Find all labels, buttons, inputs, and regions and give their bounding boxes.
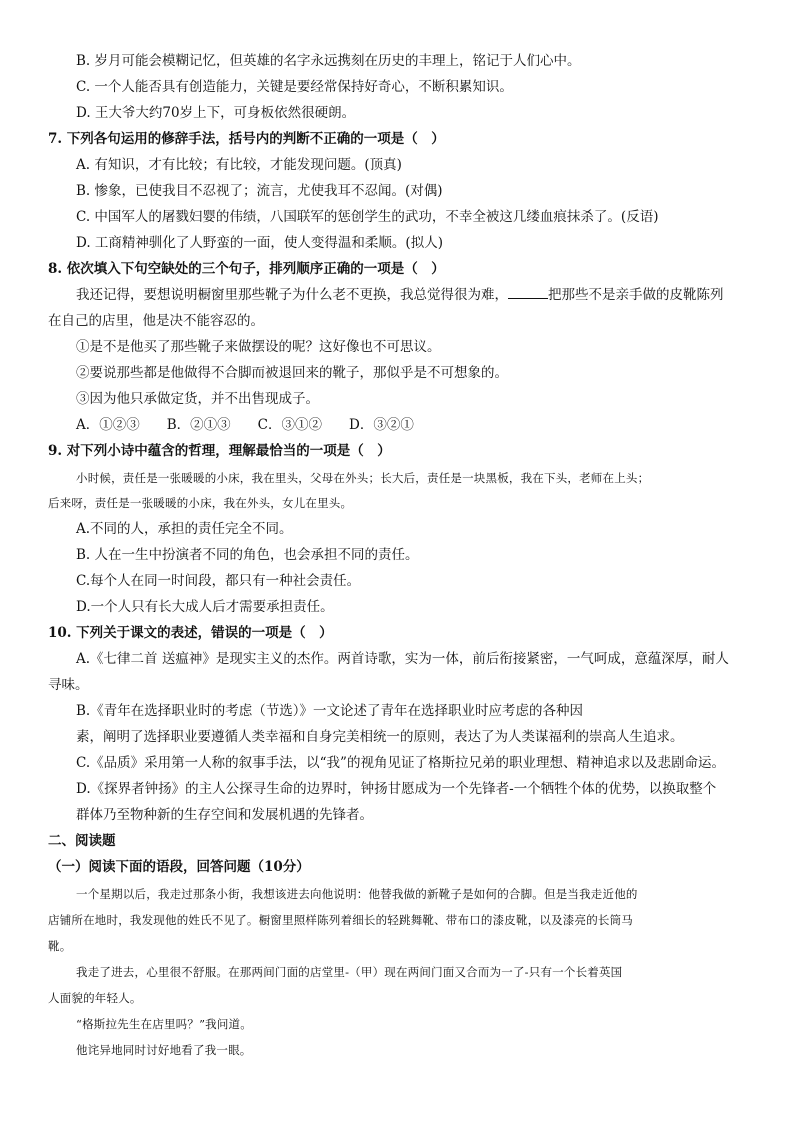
q8-options: A．①②③ B．②①③ C．③①② D．③②① <box>76 417 414 433</box>
q10-option-b-line1: B.《青年在选择职业时的考虑（节选）》一文论述了青年在选择职业时应考虑的各种因 <box>76 703 583 719</box>
q6-option-d: D. 王大爷大约70岁上下，可身板依然很硬朗。 <box>76 105 356 121</box>
q10-option-d-line1: D.《探界者钟扬》的主人公探寻生命的边界时，钟扬甘愿成为一个先锋者-一个牺牲个体的优势，以换取整个 <box>76 781 717 797</box>
reading-p1-line2: 店铺所在地时，我发现他的姓氏不见了。橱窗里照样陈列着细长的轻跳舞靴、带布口的漆皮靴，以及漆亮的长筒马 <box>48 913 633 927</box>
q6-option-c: C. 一个人能否具有创造能力，关键是要经常保持好奇心，不断积累知识。 <box>76 79 513 95</box>
q10-option-a-line2: 寻味。 <box>48 677 89 693</box>
q8-sentence-2: ②要说那些都是他做得不合脚而被退回来的靴子，那似乎是不可想象的。 <box>76 365 508 381</box>
q8-stem: 8. 依次填入下句空缺处的三个句子，排列顺序正确的一项是（ ） <box>48 261 445 277</box>
reading-p1-line1: 一个星期以后，我走过那条小街，我想该进去向他说明：他替我做的新靴子是如何的合脚。但是当我走近他的 <box>76 887 638 901</box>
fill-blank <box>508 286 548 299</box>
q9-option-d: D.一个人只有长大成人后才需要承担责任。 <box>76 599 334 615</box>
q10-stem: 10. 下列关于课文的表述，错误的一项是（ ） <box>48 625 333 641</box>
q9-option-c: C.每个人在同一时间段，都只有一种社会责任。 <box>76 573 361 589</box>
reading-p2-line1: 我走了进去，心里很不舒服。在那两间门面的店堂里-（甲）现在两间门面又合而为一了-只有一个长着英国 <box>76 965 623 979</box>
q7-option-c: C. 中国军人的屠戮妇婴的伟绩，八国联军的惩创学生的武功，不幸全被这几缕血痕抹杀了。(反语) <box>76 209 659 225</box>
reading-heading: （一）阅读下面的语段，回答问题（10分） <box>48 859 310 875</box>
q8-passage-line1 <box>76 286 724 304</box>
q7-stem: 7. 下列各句运用的修辞手法，括号内的判断不正确的一项是（ ） <box>48 131 445 147</box>
q7-option-a: A. 有知识，才有比较；有比较，才能发现问题。(顶真) <box>76 157 402 173</box>
q9-stem: 9. 对下列小诗中蕴含的哲理，理解最恰当的一项是（ ） <box>48 443 391 459</box>
q10-option-a-line1: A.《七律二首 送瘟神》是现实主义的杰作。两首诗歌，实为一体，前后衔接紧密，一气呵成，意蕴深厚，耐人 <box>76 651 729 667</box>
reading-p1-line3: 靴。 <box>48 939 72 953</box>
q7-option-b: B. 惨象，已使我目不忍视了；流言，尤使我耳不忍闻。(对偶) <box>76 183 443 199</box>
q8-passage-line2: 在自己的店里，他是决不能容忍的。 <box>48 313 264 329</box>
reading-p2-line2: 人面貌的年轻人。 <box>48 991 142 1005</box>
q9-option-a: A.不同的人，承担的责任完全不同。 <box>76 521 293 537</box>
q9-option-b: B. 人在一生中扮演者不同的角色，也会承担不同的责任。 <box>76 547 419 563</box>
q8-sentence-3: ③因为他只承做定货，并不出售现成子。 <box>76 391 319 407</box>
q6-option-b: B. 岁月可能会模糊记忆，但英雄的名字永远携刻在历史的丰理上，铭记于人们心中。 <box>76 53 581 69</box>
q10-option-b-line2: 素，阐明了选择职业要遵循人类幸福和自身完美相统一的原则，表达了为人类谋福利的崇高人生追求。 <box>76 729 684 745</box>
section-2-title: 二、阅读题 <box>48 833 116 849</box>
reading-p4: 他诧异地同时讨好地看了我一眼。 <box>76 1043 252 1057</box>
q10-option-c: C.《品质》采用第一人称的叙事手法，以“我”的视角见证了格斯拉兄弟的职业理想、精神追求以及悲剧命运。 <box>76 755 725 771</box>
q10-option-d-line2: 群体乃至物种新的生存空间和发展机遇的先锋者。 <box>76 807 373 823</box>
q8-sentence-1: ①是不是他买了那些靴子来做摆设的呢？这好像也不可思议。 <box>76 339 441 355</box>
q7-option-d: D. 工商精神驯化了人野蛮的一面，使人变得温和柔顺。(拟人) <box>76 235 443 251</box>
q8-passage-text-a: 我还记得，要想说明橱窗里那些靴子为什么老不更换，我总觉得很为难， <box>76 287 508 303</box>
q9-poem-line1: 小时候，责任是一张暖暖的小床，我在里头，父母在外头；长大后，责任是一块黑板，我在下头，老师在上头； <box>76 471 650 485</box>
q8-passage-text-b: 把那些不是亲手做的皮靴陈列 <box>548 287 724 303</box>
reading-p3: “格斯拉先生在店里吗？”我问道。 <box>76 1017 252 1031</box>
q9-poem-line2: 后来呀，责任是一张暖暖的小床，我在外头，女儿在里头。 <box>48 496 353 510</box>
